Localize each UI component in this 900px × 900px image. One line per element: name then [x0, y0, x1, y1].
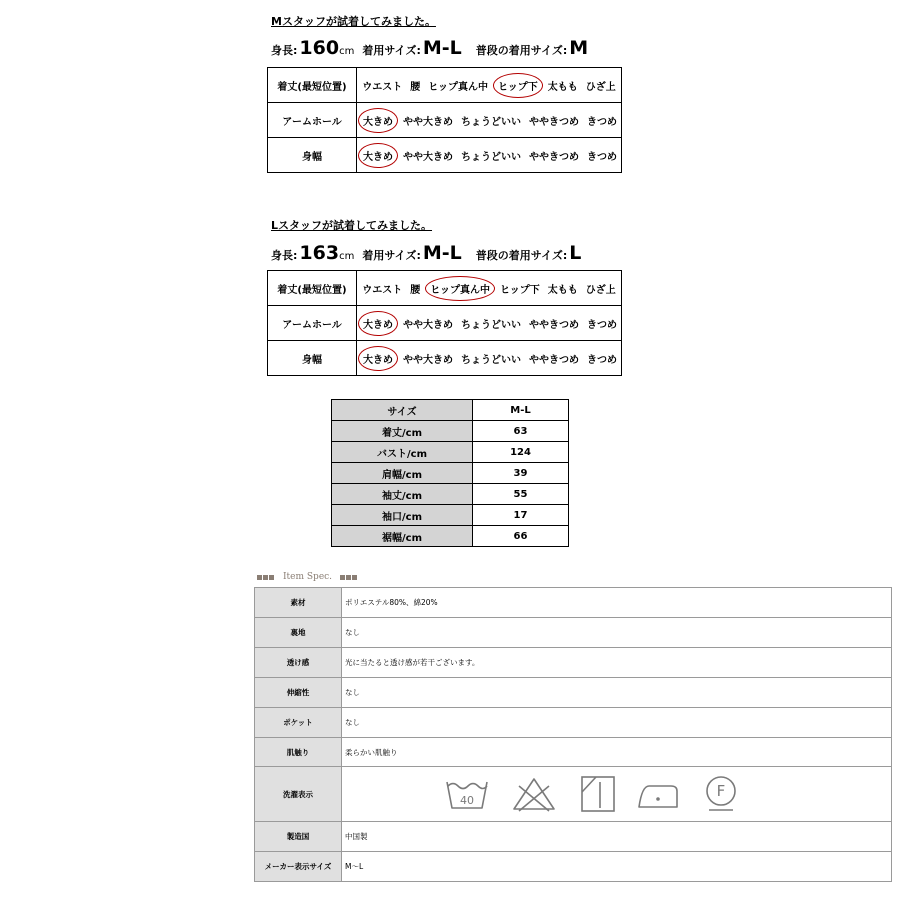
height-label: 身長:: [271, 44, 298, 57]
fit-option: ややきつめ: [529, 151, 579, 163]
decor-squares-left: [257, 575, 275, 580]
spec-row: [255, 738, 892, 767]
height-value: 160: [299, 37, 340, 59]
fit-option: ちょうどいい: [461, 151, 521, 163]
spec-key: 製造国: [255, 822, 342, 852]
dryclean-letter: F: [716, 782, 726, 800]
size-row: [332, 463, 569, 484]
staff-title: Lスタッフが試着してみました。: [271, 219, 433, 232]
fit-option: やや大きめ: [403, 319, 453, 331]
size-value: 17: [473, 505, 569, 526]
iron-low-icon: [633, 774, 683, 814]
height-value: 163: [299, 242, 340, 264]
fit-option-selected: 大きめ: [358, 346, 398, 371]
fit-option: ヒップ下: [500, 284, 540, 296]
height-label: 身長:: [271, 249, 298, 262]
fit-option-selected: ヒップ真ん中: [425, 276, 495, 301]
fit-row-head: 身幅: [268, 138, 357, 173]
spec-row: [255, 822, 892, 852]
fit-option: きつめ: [587, 354, 617, 366]
fit-option-selected: 大きめ: [358, 311, 398, 336]
item-spec-heading: [257, 572, 358, 582]
dry-flat-shade-icon: [577, 774, 617, 814]
fit-row-head: 着丈(最短位置): [268, 271, 357, 306]
spec-value: ポリエステル80%、綿20%: [342, 588, 892, 618]
size-key: 肩幅/cm: [332, 463, 473, 484]
fit-row-options: [357, 271, 622, 306]
fit-option-selected: 大きめ: [358, 143, 398, 168]
fit-option: ちょうどいい: [461, 354, 521, 366]
size-row: [332, 421, 569, 442]
fit-option: ひざ上: [585, 284, 616, 296]
fit-option: ややきつめ: [529, 116, 579, 128]
spec-key: 透け感: [255, 648, 342, 678]
size-value: 66: [473, 526, 569, 547]
usual-size-value: M: [569, 37, 589, 59]
fit-option: ちょうどいい: [461, 116, 521, 128]
fit-row: [268, 271, 622, 306]
spec-value: 中国製: [342, 822, 892, 852]
size-row: [332, 526, 569, 547]
fit-option: 腰: [410, 284, 421, 296]
size-header-value: M-L: [473, 400, 569, 421]
wear-size-value: M-L: [422, 37, 462, 59]
spec-key: ポケット: [255, 708, 342, 738]
spec-row: [255, 767, 892, 822]
fit-option: ひざ上: [585, 81, 616, 93]
height-unit: cm: [339, 46, 355, 57]
decor-squares-right: [340, 575, 358, 580]
size-key: 袖口/cm: [332, 505, 473, 526]
spec-row: [255, 678, 892, 708]
size-value: 124: [473, 442, 569, 463]
fit-option: ウエスト: [362, 284, 403, 296]
no-bleach-icon: [509, 774, 559, 814]
spec-value: なし: [342, 618, 892, 648]
staff-measurements: [271, 37, 588, 59]
fit-option: 太もも: [547, 284, 578, 296]
spec-key: 洗濯表示: [255, 767, 342, 822]
fit-option: ヒップ真ん中: [428, 81, 488, 93]
spec-row: [255, 648, 892, 678]
fit-row-options: [357, 68, 622, 103]
fit-row-head: 着丈(最短位置): [268, 68, 357, 103]
spec-key: 裏地: [255, 618, 342, 648]
spec-row: [255, 708, 892, 738]
size-value: 55: [473, 484, 569, 505]
fit-table: [267, 270, 622, 376]
size-header-label: サイズ: [332, 400, 473, 421]
size-value: 39: [473, 463, 569, 484]
fit-row-options: [357, 341, 622, 376]
spec-row: [255, 588, 892, 618]
wear-size-label: 着用サイズ:: [362, 249, 421, 262]
fit-option: 腰: [410, 81, 421, 93]
staff-title: Mスタッフが試着してみました。: [271, 15, 436, 28]
size-key: 着丈/cm: [332, 421, 473, 442]
size-table-header: [332, 400, 569, 421]
dry-clean-f-icon: [701, 774, 741, 814]
spec-key: 素材: [255, 588, 342, 618]
height-unit: cm: [339, 251, 355, 262]
spec-value: なし: [342, 678, 892, 708]
wear-size-label: 着用サイズ:: [362, 44, 421, 57]
fit-option: きつめ: [587, 151, 617, 163]
spec-key: メーカー表示サイズ: [255, 852, 342, 882]
size-value: 63: [473, 421, 569, 442]
fit-option: 太もも: [547, 81, 578, 93]
spec-value: 柔らかい肌触り: [342, 738, 892, 767]
staff-measurements: [271, 242, 581, 264]
usual-size-label: 普段の着用サイズ:: [475, 44, 568, 57]
fit-option: やや大きめ: [403, 151, 453, 163]
fit-option: ややきつめ: [529, 354, 579, 366]
fit-option-selected: ヒップ下: [493, 73, 543, 98]
fit-row-options: [357, 138, 622, 173]
fit-row-head: 身幅: [268, 341, 357, 376]
spec-value: なし: [342, 708, 892, 738]
size-row: [332, 484, 569, 505]
care-icons: [342, 767, 892, 822]
fit-row-head: アームホール: [268, 103, 357, 138]
fit-row: [268, 138, 622, 173]
size-key: バスト/cm: [332, 442, 473, 463]
spec-key: 伸縮性: [255, 678, 342, 708]
spec-value: M〜L: [342, 852, 892, 882]
wash-temp: 40: [460, 794, 474, 807]
fit-option: ウエスト: [362, 81, 403, 93]
fit-table: [267, 67, 622, 173]
size-table: [331, 399, 569, 547]
fit-option: ちょうどいい: [461, 319, 521, 331]
size-key: 袖丈/cm: [332, 484, 473, 505]
fit-row: [268, 68, 622, 103]
spec-row: [255, 852, 892, 882]
spec-table: [254, 587, 892, 882]
usual-size-value: L: [569, 242, 582, 264]
fit-row-options: [357, 103, 622, 138]
fit-option: やや大きめ: [403, 116, 453, 128]
spec-key: 肌触り: [255, 738, 342, 767]
fit-row: [268, 306, 622, 341]
fit-row: [268, 103, 622, 138]
fit-row: [268, 341, 622, 376]
size-key: 裾幅/cm: [332, 526, 473, 547]
fit-option: きつめ: [587, 116, 617, 128]
size-row: [332, 442, 569, 463]
item-spec-title: Item Spec.: [283, 572, 333, 582]
fit-option: ややきつめ: [529, 319, 579, 331]
wash-40-tub-icon: [443, 774, 493, 814]
fit-option: やや大きめ: [403, 354, 453, 366]
wear-size-value: M-L: [422, 242, 462, 264]
fit-option-selected: 大きめ: [358, 108, 398, 133]
spec-row: [255, 618, 892, 648]
fit-row-head: アームホール: [268, 306, 357, 341]
spec-value: 光に当たると透け感が若干ございます。: [342, 648, 892, 678]
size-row: [332, 505, 569, 526]
fit-option: きつめ: [587, 319, 617, 331]
usual-size-label: 普段の着用サイズ:: [475, 249, 568, 262]
fit-row-options: [357, 306, 622, 341]
